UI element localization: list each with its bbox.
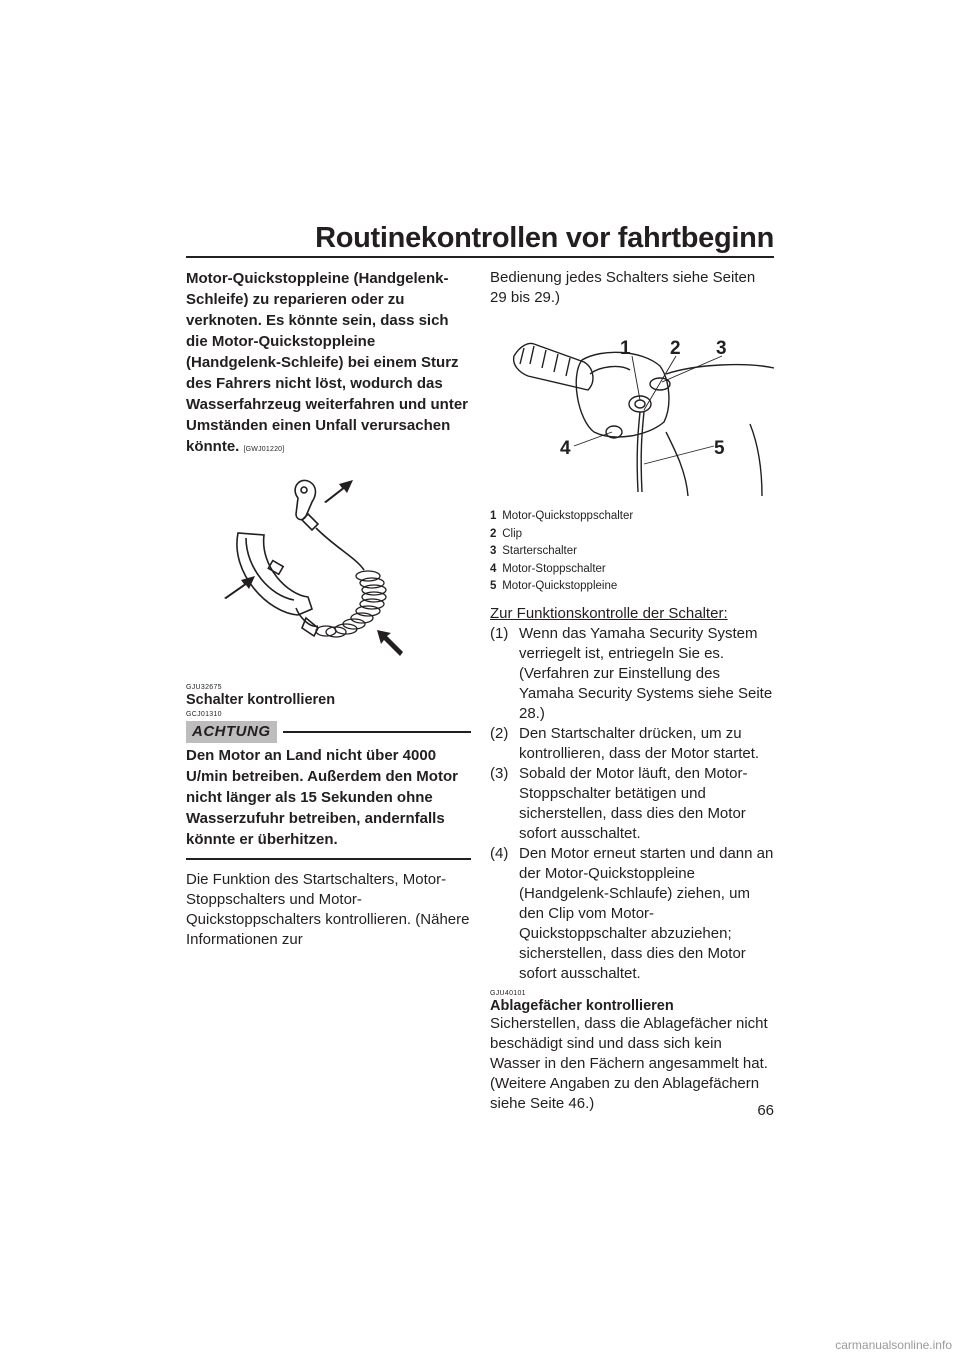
legend-item: 4 Motor-Stoppschalter (490, 562, 606, 575)
procedure-step: (1) Wenn das Yamaha Security System verriegelt ist, entriegeln Sie es. (Verfahren zur Einstellung des Yamaha Security Systems siehe Seite 28.) (490, 624, 773, 722)
legend-item: 1 Motor-Quickstoppschalter (490, 510, 634, 522)
body-paragraph-cont: Bedienung jedes Schalters siehe Seiten 29 bis 29.) (490, 269, 756, 306)
procedure-title: Zur Funktionskontrolle der Schalter: (490, 604, 728, 622)
notice-rule-top (283, 731, 472, 733)
legend-item: 2 Clip (490, 527, 523, 540)
page-header-title: Routinekontrollen vor fahrtbeginn (315, 222, 774, 254)
notice-code: GCJ01310 (186, 711, 222, 718)
watermark: carmanualsonline.info (835, 1338, 952, 1352)
figure-legend (490, 508, 775, 596)
callout-2: 2 (670, 338, 681, 359)
callout-4: 4 (560, 438, 571, 459)
header-rule (186, 256, 774, 258)
body-paragraph: Die Funktion des Startschalters, Motor-Stoppschalters und Motor-Quickstoppschalters kontrollieren. (Nähere Informationen zur (186, 871, 470, 948)
notice-header (186, 721, 471, 743)
section2-title: Ablagefächer kontrollieren (490, 997, 674, 1014)
notice-rule-bottom (186, 858, 471, 860)
callout-5: 5 (714, 438, 725, 459)
right-column (490, 268, 775, 1114)
procedure-step: (2) Den Startschalter drücken, um zu kontrollieren, dass der Motor startet. (490, 724, 760, 762)
procedure-step: (3) Sobald der Motor läuft, den Motor-Stoppschalter betätigen und sicherstellen, dass dies den Motor sofort ausschaltet. (490, 764, 748, 842)
section-title: Schalter kontrollieren (186, 692, 336, 708)
procedure-step: (4) Den Motor erneut starten und dann an der Motor-Quickstoppleine (Handgelenk-Schlaufe) ziehen, um den Clip vom Motor-Quickstoppschalter abzuziehen; sicherstellen, dass dies den Motor sofort ausschaltet. (490, 844, 774, 982)
section2-code: GJU40101 (490, 989, 526, 997)
notice-label: ACHTUNG (186, 721, 277, 743)
page-number: 66 (757, 1102, 774, 1119)
callout-1: 1 (620, 338, 631, 359)
warning-ref: [GWJ01220] (243, 446, 285, 453)
lanyard-illustration (186, 468, 471, 678)
callout-3: 3 (716, 338, 727, 359)
warning-text: Motor-Quickstoppleine (Handgelenk-Schleife) zu reparieren oder zu verknoten. Es könnte sein, dass sich die Motor-Quickstoppleine (Handgelenk-Schleife) bei einem Sturz des Fahrers nicht löst, wodurch das Wasserfahrzeug weiterfahren und unter Umständen einen Unfall verursachen könnte. [GWJ01220] (186, 270, 468, 455)
section2-text: Sicherstellen, dass die Ablagefächer nicht beschädigt sind und dass sich kein Wasser in den Fächern angesammelt hat. (Weitere Angaben zu den Ablagefächern siehe Seite 46.) (490, 1014, 768, 1112)
legend-item: 3 Starterschalter (490, 545, 577, 557)
notice-text: Den Motor an Land nicht über 4000 U/min betreiben. Außerdem den Motor nicht länger als 15 Sekunden ohne Wasserzufuhr betreiben, andernfalls könnte er überhitzen. (186, 747, 458, 848)
left-column (186, 268, 471, 950)
legend-item: 5 Motor-Quickstoppleine (490, 580, 618, 592)
section-code: GJU32675 (186, 684, 222, 691)
handlebar-switch-illustration (490, 314, 775, 496)
